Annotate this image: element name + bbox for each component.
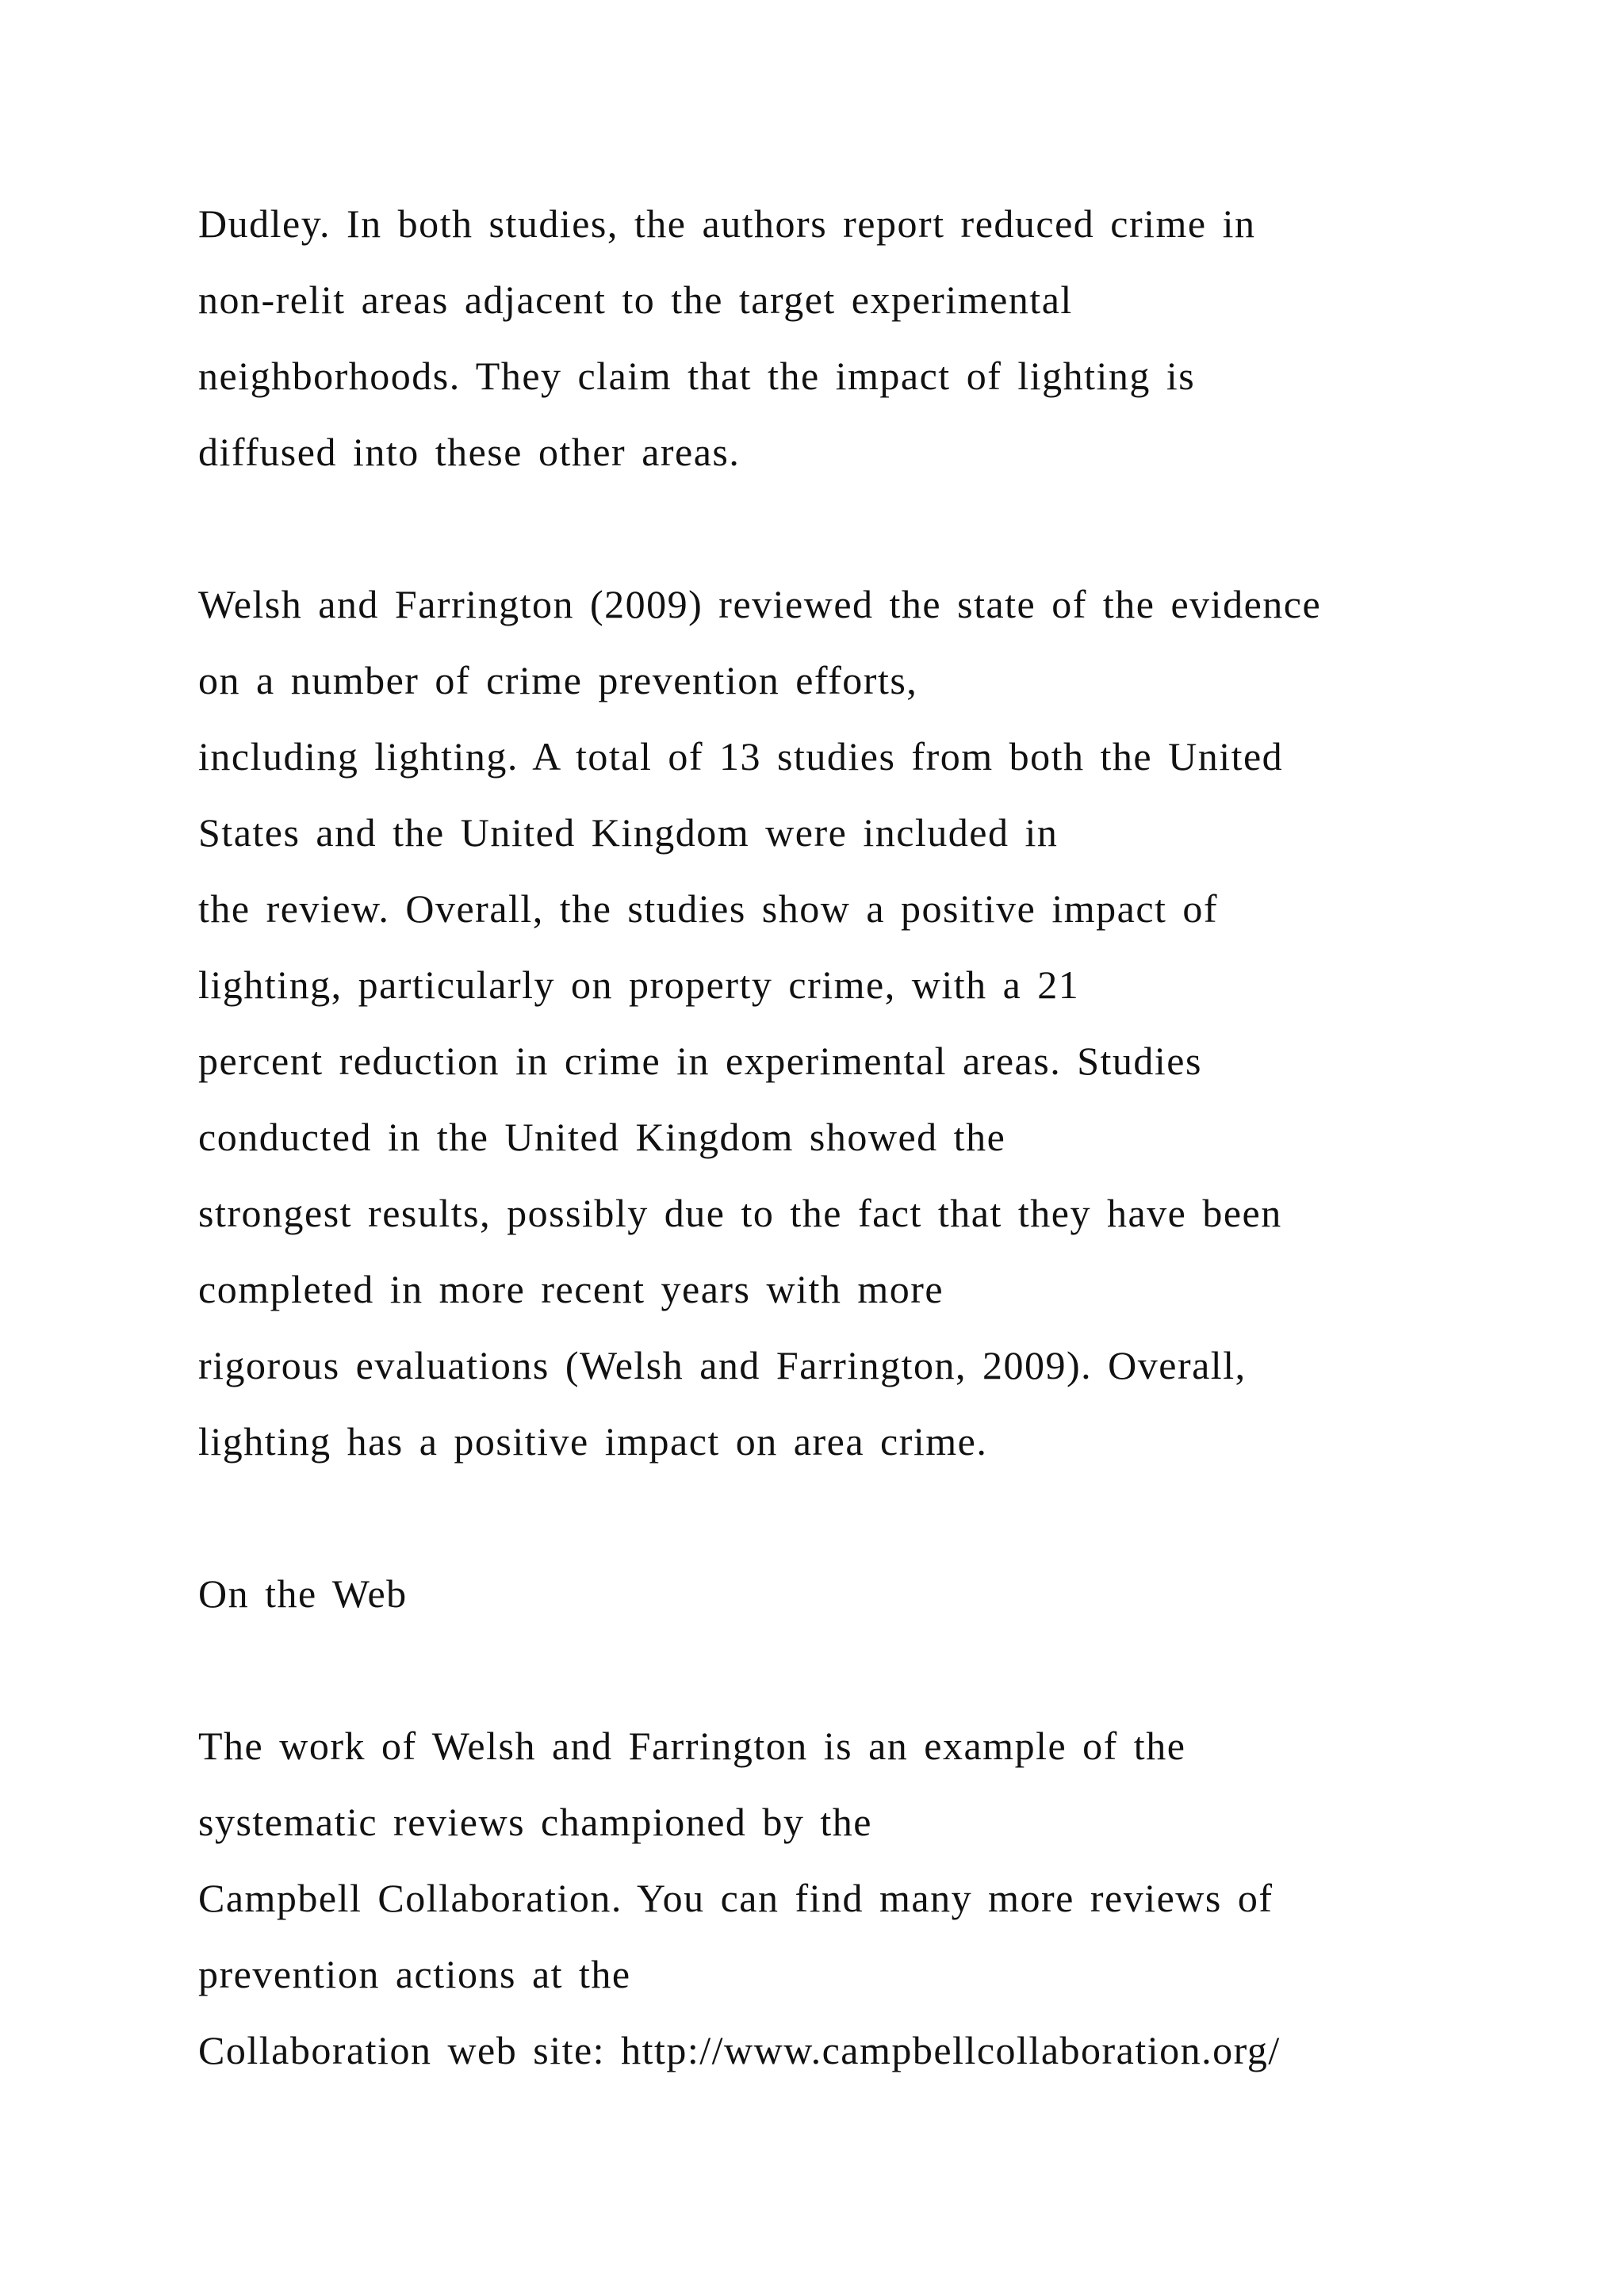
paragraph-1-line-2: non-relit areas adjacent to the target experimental [198, 277, 1073, 322]
paragraph-2-line-12: lighting has a positive impact on area crime. [198, 1419, 988, 1464]
paragraph-1-line-4: diffused into these other areas. [198, 430, 741, 474]
paragraph-2-line-10: completed in more recent years with more [198, 1267, 944, 1311]
section-heading: On the Web [198, 1571, 408, 1616]
paragraph-2-line-11: rigorous evaluations (Welsh and Farrington, 2009). Overall, [198, 1343, 1247, 1387]
paragraph-2-line-1: Welsh and Farrington (2009) reviewed the state of the evidence [198, 582, 1322, 626]
paragraph-3-line-1: The work of Welsh and Farrington is an example of the [198, 1724, 1186, 1768]
paragraph-1-line-3: neighborhoods. They claim that the impact of lighting is [198, 354, 1196, 398]
paragraph-2-line-8: conducted in the United Kingdom showed the [198, 1115, 1006, 1159]
paragraph-2-line-6: lighting, particularly on property crime, with a 21 [198, 962, 1080, 1007]
paragraph-3-line-3: Campbell Collaboration. You can find many more reviews of [198, 1876, 1274, 1920]
paragraph-2-line-2: on a number of crime prevention efforts, [198, 658, 918, 702]
paragraph-1-line-1: Dudley. In both studies, the authors report reduced crime in [198, 201, 1256, 246]
paragraph-2-line-4: States and the United Kingdom were included in [198, 810, 1059, 855]
paragraph-3-line-5-url: Collaboration web site: http://www.campbellcollaboration.org/ [198, 2028, 1281, 2072]
paragraph-3-line-4: prevention actions at the [198, 1952, 631, 1996]
paragraph-2-line-7: percent reduction in crime in experimental areas. Studies [198, 1039, 1202, 1083]
paragraph-2-line-3: including lighting. A total of 13 studies from both the United [198, 734, 1284, 779]
paragraph-3-line-2: systematic reviews championed by the [198, 1800, 872, 1844]
paragraph-2-line-5: the review. Overall, the studies show a positive impact of [198, 886, 1219, 931]
paragraph-2-line-9: strongest results, possibly due to the fact that they have been [198, 1191, 1282, 1235]
